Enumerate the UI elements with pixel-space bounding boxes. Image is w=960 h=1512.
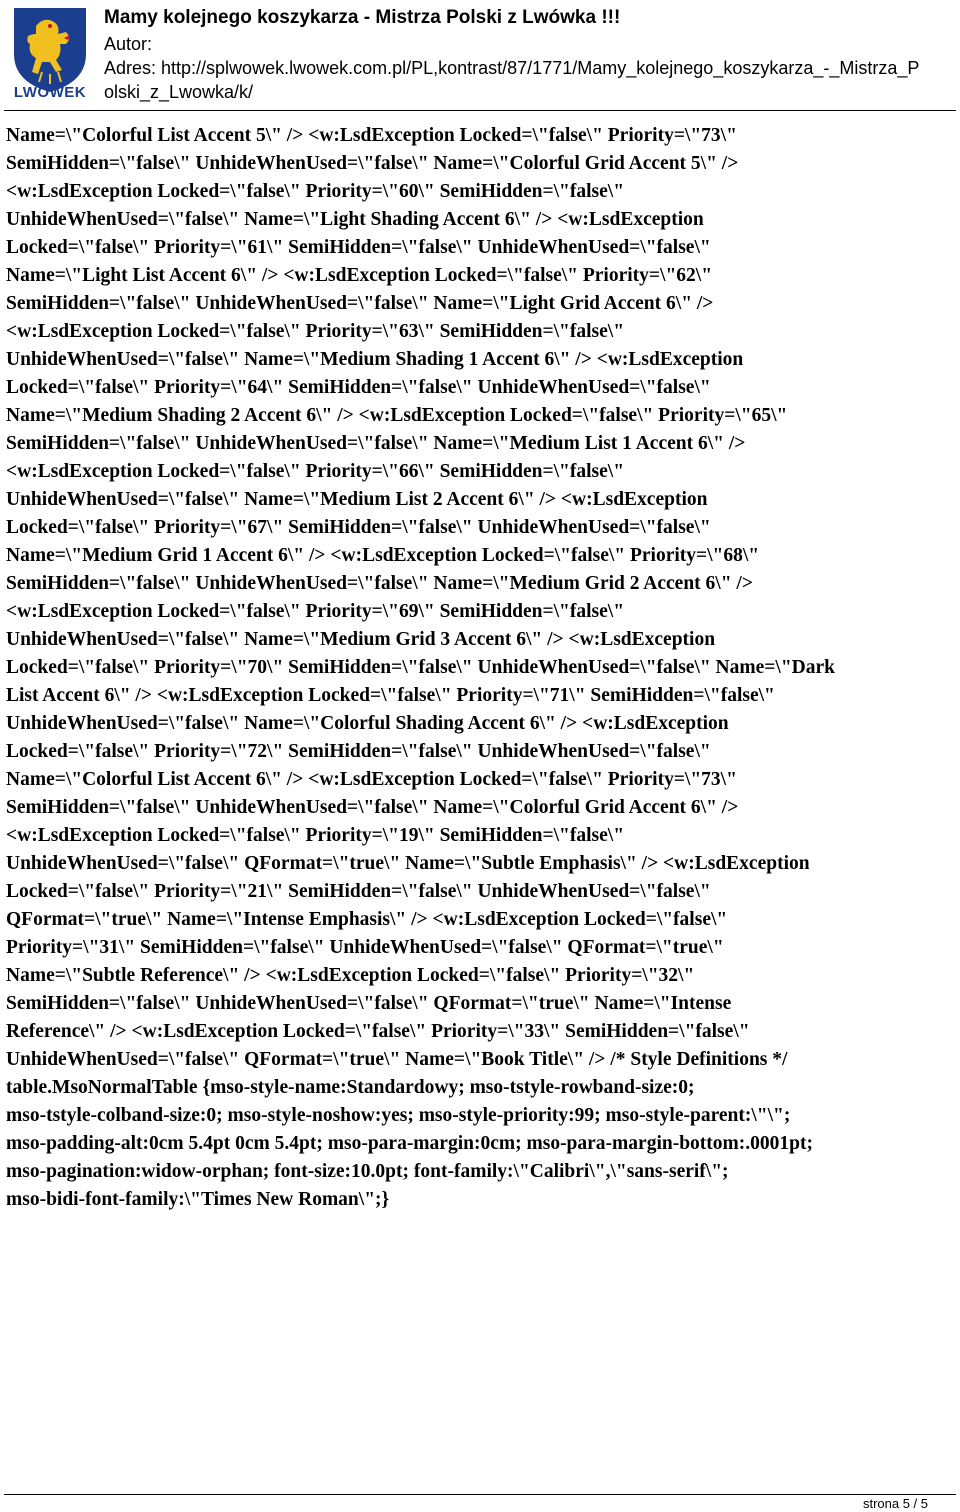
body-text-line: Name=\"Medium Shading 2 Accent 6\" /> <w:LsdException Locked=\"false\" Priority=\"65\" <box>6 405 788 426</box>
body-text-line: UnhideWhenUsed=\"false\" Name=\"Colorful Shading Accent 6\" /> <w:LsdException <box>6 713 729 734</box>
body-text-line: SemiHidden=\"false\" UnhideWhenUsed=\"false\" Name=\"Medium Grid 2 Accent 6\" /> <box>6 573 753 594</box>
body-text-line: table.MsoNormalTable {mso-style-name:Standardowy; mso-tstyle-rowband-size:0; <box>6 1077 695 1098</box>
logo-text: LWÓWEK <box>13 84 87 101</box>
body-text-line: SemiHidden=\"false\" UnhideWhenUsed=\"false\" Name=\"Colorful Grid Accent 6\" /> <box>6 797 739 818</box>
body-text-line: <w:LsdException Locked=\"false\" Priority=\"60\" SemiHidden=\"false\" <box>6 181 625 202</box>
body-text-line: Name=\"Colorful List Accent 6\" /> <w:LsdException Locked=\"false\" Priority=\"73\" <box>6 769 737 790</box>
body-text-line: UnhideWhenUsed=\"false\" Name=\"Medium Shading 1 Accent 6\" /> <w:LsdException <box>6 349 744 370</box>
body-text-line: Reference\" /> <w:LsdException Locked=\"false\" Priority=\"33\" SemiHidden=\"false\" <box>6 1021 750 1042</box>
body-text-line: SemiHidden=\"false\" UnhideWhenUsed=\"false\" Name=\"Medium List 1 Accent 6\" /> <box>6 433 746 454</box>
body-text-line: Name=\"Subtle Reference\" /> <w:LsdException Locked=\"false\" Priority=\"32\" <box>6 965 695 986</box>
body-text-line: UnhideWhenUsed=\"false\" Name=\"Light Shading Accent 6\" /> <w:LsdException <box>6 209 704 230</box>
address-line-1: Adres: http://splwowek.lwowek.com.pl/PL,kontrast/87/1771/Mamy_kolejnego_koszykarza_-_Mistrza_P <box>104 58 920 78</box>
document-body <box>6 122 958 1214</box>
body-text-line: SemiHidden=\"false\" UnhideWhenUsed=\"false\" QFormat=\"true\" Name=\"Intense <box>6 993 732 1014</box>
body-text-line: <w:LsdException Locked=\"false\" Priority=\"66\" SemiHidden=\"false\" <box>6 461 625 482</box>
body-text-line: mso-padding-alt:0cm 5.4pt 0cm 5.4pt; mso-para-margin:0cm; mso-para-margin-bottom:.0001pt; <box>6 1133 813 1154</box>
body-text-line: mso-bidi-font-family:\"Times New Roman\";} <box>6 1189 390 1210</box>
body-text-line: Locked=\"false\" Priority=\"67\" SemiHidden=\"false\" UnhideWhenUsed=\"false\" <box>6 517 711 538</box>
body-text-line: Locked=\"false\" Priority=\"21\" SemiHidden=\"false\" UnhideWhenUsed=\"false\" <box>6 881 711 902</box>
body-text-line: SemiHidden=\"false\" UnhideWhenUsed=\"false\" Name=\"Light Grid Accent 6\" /> <box>6 293 714 314</box>
body-text-line: Name=\"Medium Grid 1 Accent 6\" /> <w:LsdException Locked=\"false\" Priority=\"68\" <box>6 545 760 566</box>
header-divider <box>4 110 956 111</box>
body-text-line: Locked=\"false\" Priority=\"72\" SemiHidden=\"false\" UnhideWhenUsed=\"false\" <box>6 741 711 762</box>
footer-divider <box>4 1494 956 1495</box>
body-text-line: UnhideWhenUsed=\"false\" Name=\"Medium Grid 3 Accent 6\" /> <w:LsdException <box>6 629 716 650</box>
body-text-line: QFormat=\"true\" Name=\"Intense Emphasis\" /> <w:LsdException Locked=\"false\" <box>6 909 728 930</box>
body-text-line: SemiHidden=\"false\" UnhideWhenUsed=\"false\" Name=\"Colorful Grid Accent 5\" /> <box>6 153 739 174</box>
body-text-line: UnhideWhenUsed=\"false\" QFormat=\"true\" Name=\"Subtle Emphasis\" /> <w:LsdException <box>6 853 810 874</box>
body-text-line: <w:LsdException Locked=\"false\" Priority=\"19\" SemiHidden=\"false\" <box>6 825 625 846</box>
body-text-line: <w:LsdException Locked=\"false\" Priority=\"63\" SemiHidden=\"false\" <box>6 321 625 342</box>
body-text-line: mso-pagination:widow-orphan; font-size:10.0pt; font-family:\"Calibri\",\"sans-serif\"; <box>6 1161 729 1182</box>
body-text-line: Locked=\"false\" Priority=\"61\" SemiHidden=\"false\" UnhideWhenUsed=\"false\" <box>6 237 711 258</box>
body-text-line: Locked=\"false\" Priority=\"64\" SemiHidden=\"false\" UnhideWhenUsed=\"false\" <box>6 377 711 398</box>
page-header <box>0 0 960 112</box>
page-number: strona 5 / 5 <box>862 1496 928 1511</box>
author-label: Autor: <box>104 34 153 54</box>
body-text-line: UnhideWhenUsed=\"false\" QFormat=\"true\" Name=\"Book Title\" /> /* Style Definitions */ <box>6 1049 788 1070</box>
body-text-line: <w:LsdException Locked=\"false\" Priority=\"69\" SemiHidden=\"false\" <box>6 601 625 622</box>
body-text-line: Name=\"Colorful List Accent 5\" /> <w:LsdException Locked=\"false\" Priority=\"73\" <box>6 125 737 146</box>
body-text-line: Locked=\"false\" Priority=\"70\" SemiHidden=\"false\" UnhideWhenUsed=\"false\" Name=\"Dark <box>6 657 835 678</box>
body-text-line: List Accent 6\" /> <w:LsdException Locked=\"false\" Priority=\"71\" SemiHidden=\"false\" <box>6 685 775 706</box>
body-text-line: Name=\"Light List Accent 6\" /> <w:LsdException Locked=\"false\" Priority=\"62\" <box>6 265 713 286</box>
document-title: Mamy kolejnego koszykarza - Mistrza Polski z Lwówka !!! <box>104 7 621 28</box>
body-text-line: UnhideWhenUsed=\"false\" Name=\"Medium List 2 Accent 6\" /> <w:LsdException <box>6 489 708 510</box>
address-line-2: olski_z_Lwowka/k/ <box>104 82 254 102</box>
body-text-line: mso-tstyle-colband-size:0; mso-style-noshow:yes; mso-style-priority:99; mso-style-parent:\"\"; <box>6 1105 791 1126</box>
body-text-line: Priority=\"31\" SemiHidden=\"false\" UnhideWhenUsed=\"false\" QFormat=\"true\" <box>6 937 724 958</box>
